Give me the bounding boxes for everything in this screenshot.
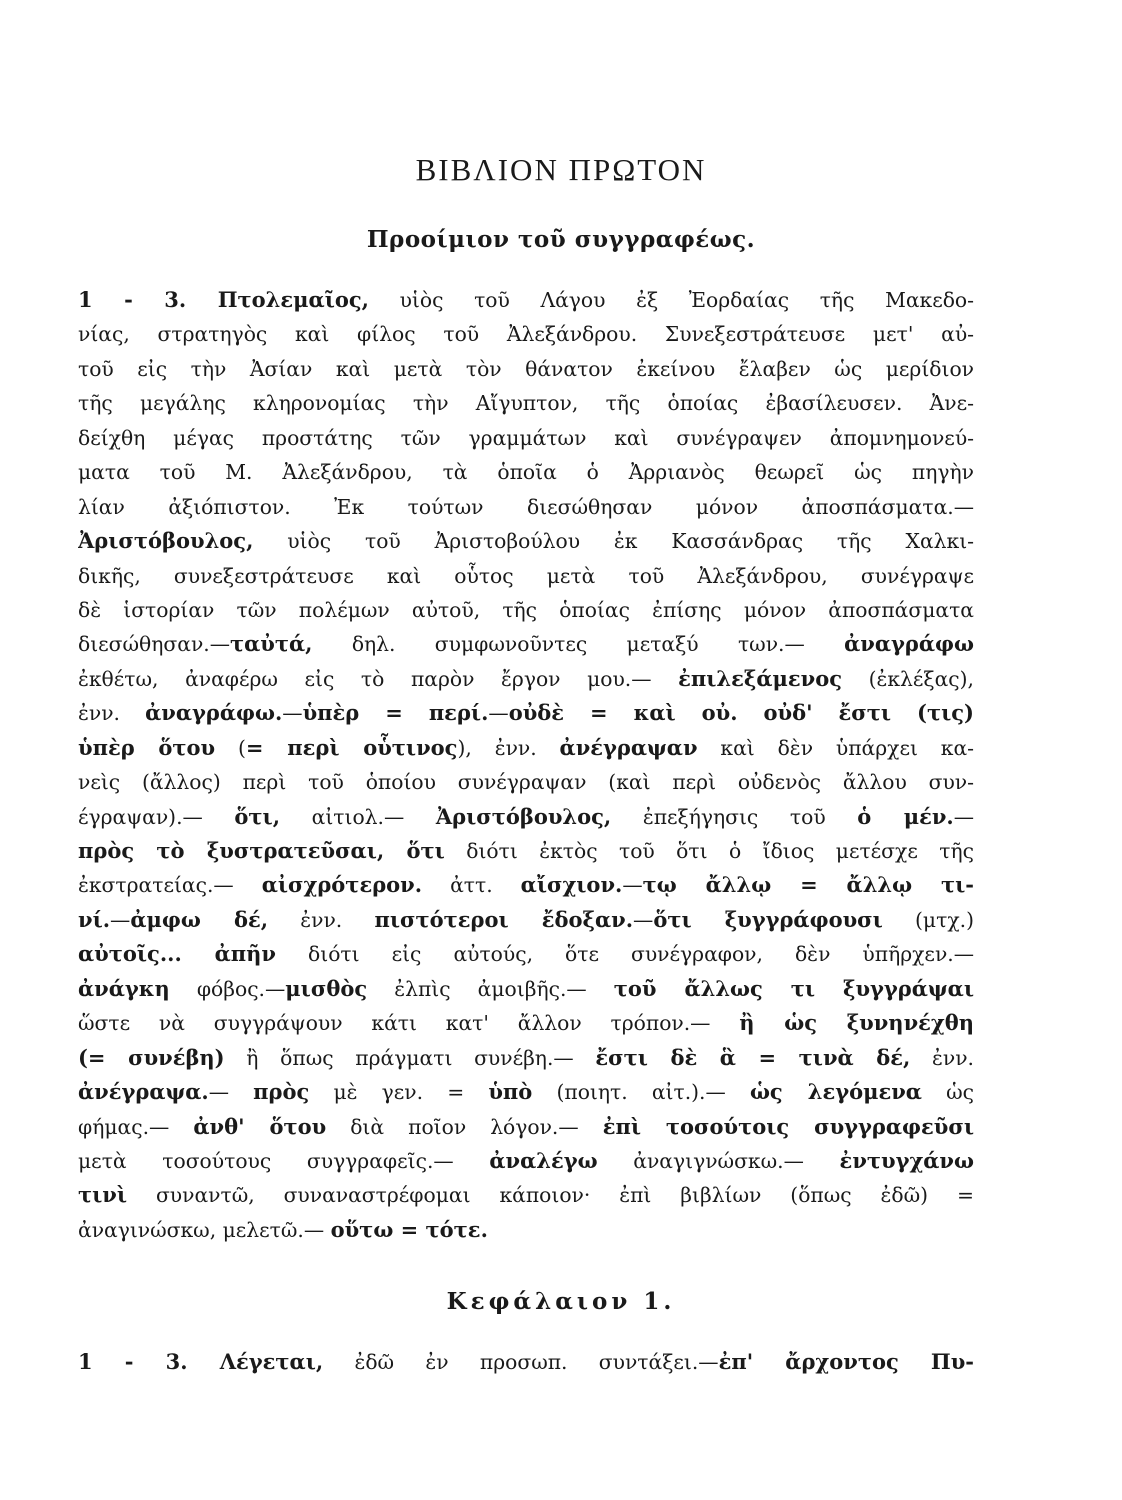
text-line: [78, 903, 974, 937]
bold-term: τοῦ ἄλλως τι ξυγγράψαι: [613, 975, 974, 1001]
text-run: ὥστε νὰ συγγράψουν κάτι κατ' ἄλλον τρόπον.—: [78, 1011, 740, 1036]
text-run: δὲ ἱστορίαν τῶν πολέμων αὐτοῦ, τῆς ὁποίας ἐπίσης μόνον ἀποσπάσματα: [78, 597, 974, 622]
text-run: —: [208, 1080, 254, 1105]
text-line: [78, 352, 974, 386]
text-line: [78, 1041, 974, 1075]
bold-term: ἐντυγχάνω: [839, 1147, 974, 1173]
chapter-text: [78, 1345, 974, 1379]
text-run: ὡς: [921, 1080, 974, 1105]
text-run: ἐδῶ ἐν προσωπ. συντάξει.—: [323, 1350, 719, 1374]
text-run: τοῦ εἰς τὴν Ἀσίαν καὶ μετὰ τὸν θάνατον ἐκείνου ἔλαβεν ὡς μερίδιον: [78, 356, 974, 381]
text-run: νίας, στρατηγὸς καὶ φίλος τοῦ Ἀλεξάνδρου. Συνεξεστράτευσε μετ' αὐ-: [78, 322, 974, 347]
bold-term: 1 - 3. Λέγεται,: [78, 1349, 324, 1374]
bold-term: ἀναγράφω: [844, 631, 974, 657]
bold-term: ἢ ὡς ξυνηνέχθη: [739, 1010, 974, 1036]
text-run: ἐνν.: [78, 701, 146, 726]
bold-term: Ἀριστόβουλος,: [435, 803, 612, 829]
text-run: δικῆς, συνεξεστράτευσε καὶ οὗτος μετὰ τοῦ Ἀλεξάνδρου, συνέγραψε: [78, 563, 974, 588]
text-run: φόβος.—: [169, 976, 286, 1001]
bold-term: ὅτι,: [234, 803, 281, 829]
bold-term: ἀνέγραψα.: [78, 1079, 209, 1105]
bold-term: τῳ ἄλλῳ = ἄλλῳ τι-: [642, 872, 974, 898]
text-line: [78, 386, 974, 420]
text-run: ματα τοῦ Μ. Ἀλεξάνδρου, τὰ ὁποῖα ὁ Ἀρριανὸς θεωρεῖ ὡς πηγὴν: [78, 460, 974, 485]
text-run: (: [215, 735, 246, 760]
text-line: [78, 1178, 974, 1212]
bold-term: ὑπὲρ = περί.: [302, 700, 489, 726]
text-line: [78, 1213, 974, 1247]
text-line: [78, 559, 974, 593]
text-line: [78, 765, 974, 799]
text-run: ἀττ.: [422, 873, 521, 898]
text-run: ἐνν.: [910, 1045, 974, 1070]
text-run: (μτχ.): [882, 907, 974, 932]
text-run: μετὰ τοσούτους συγγραφεῖς.—: [78, 1148, 490, 1173]
page-heading: ΒΙΒΛΙΟΝ ΠΡΩΤΟΝ: [415, 152, 707, 187]
bold-term: πρὸς: [253, 1079, 310, 1105]
text-line: [78, 455, 974, 489]
bold-term: πρὸς τὸ ξυστρατεῦσαι, ὅτι: [78, 838, 445, 863]
bold-term: ἐπὶ τοσούτοις συγγραφεῦσι: [602, 1113, 974, 1139]
bold-term: ἔστι δὲ ἃ = τινὰ δέ,: [595, 1044, 911, 1070]
text-run: (ποιητ. αἰτ.).—: [532, 1080, 750, 1105]
text-run: ἐνν.: [268, 907, 375, 932]
text-run: —: [488, 701, 509, 726]
text-run: ἐκστρατείας.—: [78, 873, 262, 898]
text-run: —: [953, 804, 974, 829]
bold-term: (= συνέβη): [78, 1044, 225, 1070]
text-run: —: [110, 907, 131, 932]
text-run: συναντῶ, συναναστρέφομαι κάποιον· ἐπὶ βιβλίων (ὅπως ἐδῶ) =: [127, 1183, 974, 1208]
text-line: [78, 593, 974, 627]
bold-term: πιστότεροι ἔδοξαν.: [374, 906, 634, 932]
text-run: μὲ γεν. =: [309, 1080, 489, 1105]
text-line: [78, 283, 974, 317]
text-line: [78, 662, 974, 696]
text-run: λίαν ἀξιόπιστον. Ἐκ τούτων διεσώθησαν μόνον ἀποσπάσματα.—: [78, 494, 974, 519]
text-run: διὰ ποῖον λόγον.—: [326, 1114, 603, 1139]
text-run: —: [633, 907, 654, 932]
text-run: ἀναγινώσκω, μελετῶ.—: [78, 1217, 331, 1242]
bold-term: οὐδὲ = καὶ οὐ. οὐδ' ἔστι (τις): [508, 700, 974, 726]
bold-term: αἰσχρότερον.: [261, 872, 423, 898]
text-run: ἢ ὅπως πράγματι συνέβη.—: [224, 1045, 596, 1070]
bold-term: νί.: [78, 906, 111, 932]
text-run: αἰτιολ.—: [280, 804, 436, 829]
bold-term: μισθὸς: [285, 975, 368, 1001]
bold-term: ταὐτά,: [230, 631, 313, 657]
text-run: δείχθη μέγας προστάτης τῶν γραμμάτων καὶ συνέγραψεν ἀπομνημονεύ-: [78, 425, 974, 450]
bold-term: αἴσχιον.: [520, 872, 623, 898]
text-line: [78, 696, 974, 730]
text-run: ἐκθέτω, ἀναφέρω εἰς τὸ παρὸν ἔργον μου.—: [78, 666, 679, 691]
bold-term: ὡς λεγόμενα: [749, 1079, 922, 1105]
bold-term: ἐπ' ἄρχοντος Πυ-: [718, 1349, 974, 1374]
text-line: [78, 421, 974, 455]
text-line: [78, 524, 974, 558]
bold-term: ἀμφω δέ,: [130, 906, 269, 932]
bold-term: ἀνέγραψαν: [559, 734, 698, 760]
text-line: [78, 627, 974, 661]
text-line: [78, 1006, 974, 1040]
text-run: ἀναγιγνώσκω.—: [597, 1148, 840, 1173]
text-run: τῆς μεγάλης κληρονομίας τὴν Αἴγυπτον, τῆς ὁποίας ἐβασίλευσεν. Ἀνε-: [78, 391, 974, 416]
bold-term: ὑπὸ: [488, 1079, 533, 1105]
text-run: —: [622, 873, 643, 898]
bold-term: ὁ μέν.: [857, 803, 954, 829]
text-line: [78, 1144, 974, 1178]
text-run: δηλ. συμφωνοῦντες μεταξύ των.—: [312, 632, 845, 657]
preface-text: [78, 283, 974, 1247]
text-line: [78, 1110, 974, 1144]
preface-title: Προοίμιον τοῦ συγγραφέως.: [366, 226, 756, 253]
bold-term: αὐτοῖς... ἀπῆν: [78, 941, 277, 967]
text-line: [78, 317, 974, 351]
text-line: [78, 731, 974, 765]
bold-term: 1 - 3. Πτολεμαῖος,: [78, 287, 369, 312]
bold-term: ἐπιλεξάμενος: [678, 665, 842, 691]
text-run: υἱὸς τοῦ Ἀριστοβούλου ἐκ Κασσάνδρας τῆς Χαλκι-: [253, 529, 974, 554]
bold-term: ἀναγράφω.: [145, 700, 283, 726]
text-line: [78, 1345, 974, 1379]
bold-term: τινὶ: [78, 1182, 128, 1208]
text-run: έγραψαν).—: [78, 804, 235, 829]
bold-term: ἀνθ' ὅτου: [193, 1113, 327, 1139]
text-run: ), ἐνν.: [457, 735, 560, 760]
text-run: διότι ἐκτὸς τοῦ ὅτι ὁ ἴδιος μετέσχε τῆς: [444, 839, 974, 863]
bold-term: ὅτι ξυγγράφουσι: [653, 906, 883, 932]
text-run: νεὶς (ἄλλος) περὶ τοῦ ὁποίου συνέγραψαν (καὶ περὶ οὐδενὸς ἄλλου συν-: [78, 770, 974, 795]
text-run: διεσώθησαν.—: [78, 632, 231, 657]
bold-term: = περὶ οὗτινος: [245, 734, 458, 760]
bold-term: οὕτω = τότε.: [330, 1216, 488, 1242]
chapter-title: Κεφάλαιον 1.: [446, 1288, 676, 1315]
text-line: [78, 490, 974, 524]
text-run: (ἐκλέξας),: [842, 666, 974, 691]
bold-term: ἀναλέγω: [489, 1147, 598, 1173]
text-line: [78, 834, 974, 868]
bold-term: ὑπὲρ ὅτου: [78, 734, 216, 760]
text-run: ἐλπὶς ἀμοιβῆς.—: [367, 976, 614, 1001]
text-run: φήμας.—: [78, 1114, 194, 1139]
text-run: —: [282, 701, 303, 726]
text-run: καὶ δὲν ὑπάρχει κα-: [697, 735, 974, 760]
text-line: [78, 1075, 974, 1109]
text-line: [78, 868, 974, 902]
bold-term: Ἀριστόβουλος,: [78, 528, 254, 554]
text-line: [78, 800, 974, 834]
text-line: [78, 937, 974, 971]
text-run: διότι εἰς αὐτούς, ὅτε συνέγραφον, δὲν ὑπῆρχεν.—: [276, 942, 974, 967]
bold-term: ἀνάγκη: [78, 975, 170, 1001]
text-run: ἐπεξήγησις τοῦ: [611, 804, 858, 829]
text-line: [78, 972, 974, 1006]
text-run: υἱὸς τοῦ Λάγου ἐξ Ἐορδαίας τῆς Μακεδο-: [368, 288, 974, 312]
